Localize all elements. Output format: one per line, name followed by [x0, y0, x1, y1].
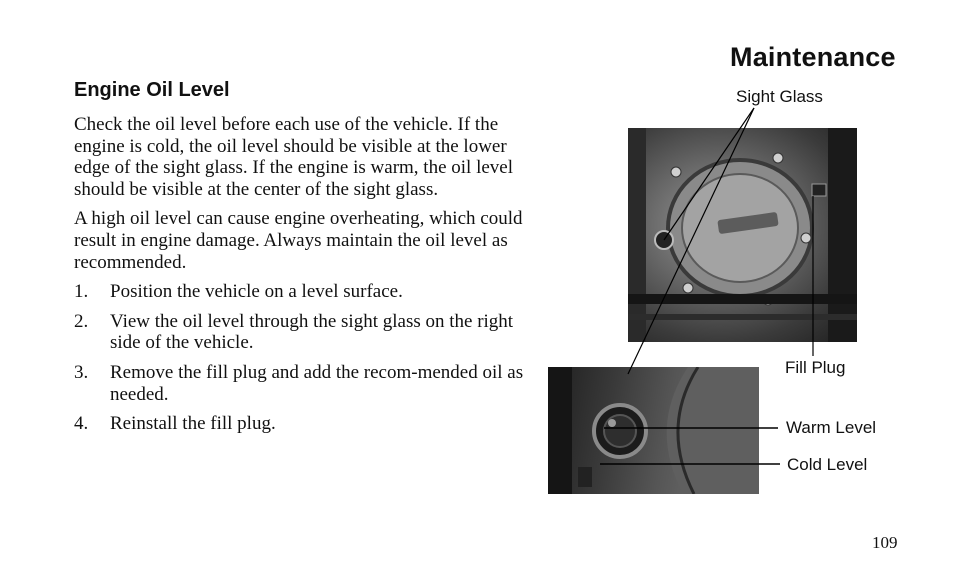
sight-glass-closeup-illustration	[548, 367, 759, 494]
step-text: Position the vehicle on a level surface.	[110, 281, 403, 303]
list-item	[74, 413, 524, 435]
list-item	[74, 281, 524, 303]
page-header-title: Maintenance	[730, 42, 896, 72]
callout-cold-level: Cold Level	[787, 455, 868, 474]
body-text-column	[74, 114, 524, 443]
step-number: 3.	[74, 361, 89, 383]
engine-photo-illustration	[628, 128, 857, 342]
list-item	[74, 362, 524, 405]
callout-sight-glass: Sight Glass	[736, 87, 823, 106]
engine-photo	[628, 128, 857, 342]
sight-glass-closeup-photo	[548, 367, 759, 494]
step-number: 2.	[74, 310, 89, 332]
step-text: View the oil level through the sight glass on the right side of the vehicle.	[110, 310, 514, 354]
steps-list	[74, 281, 524, 435]
section-heading: Engine Oil Level	[74, 79, 230, 101]
paragraph: Check the oil level before each use of the vehicle. If the engine is cold, the oil level should be visible at the lower edge of the sight glass. If the engine is warm, the oil level should be visible at the center of the sight glass.	[74, 114, 513, 200]
step-number: 4.	[74, 413, 89, 435]
callout-warm-level: Warm Level	[786, 418, 877, 437]
page-number: 109	[872, 533, 898, 552]
step-text: Reinstall the fill plug.	[110, 413, 276, 435]
list-item	[74, 311, 524, 354]
callout-fill-plug: Fill Plug	[785, 358, 846, 377]
step-text: Remove the fill plug and add the recom-mended oil as needed.	[110, 361, 524, 405]
paragraph: A high oil level can cause engine overheating, which could result in engine damage. Always maintain the oil level as recommended.	[74, 208, 523, 273]
step-number: 1.	[74, 281, 89, 303]
